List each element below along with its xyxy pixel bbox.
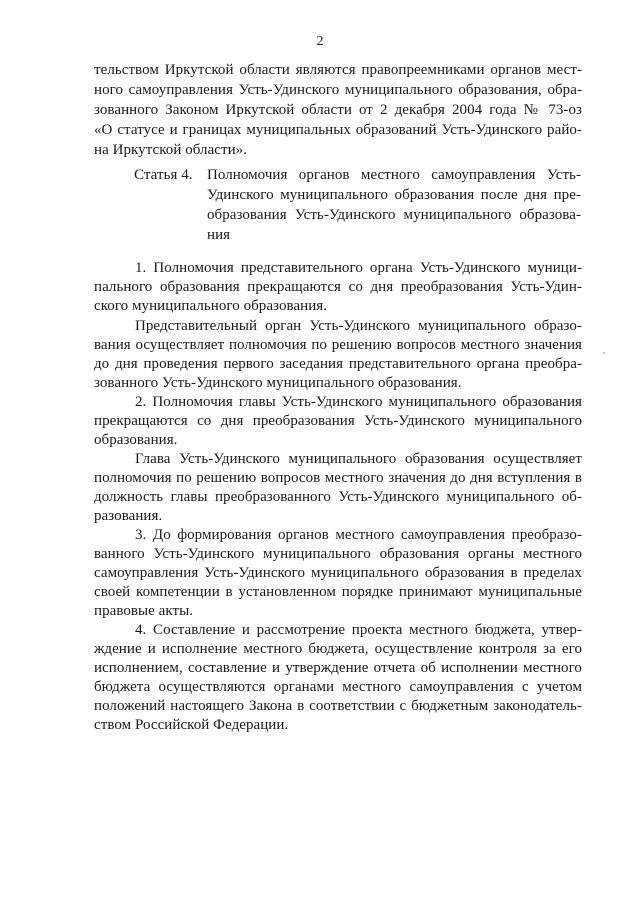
article-title-line: Удинского муниципального образования после дня пре-: [207, 187, 581, 203]
text-line: должность главы преобразованного Усть-Удинского муниципального об-: [94, 489, 582, 505]
text-line: «О статусе и границах муниципальных образований Усть-Удинского райо-: [94, 122, 582, 138]
text-line: 3. До формирования органов местного самоуправления преобразо-: [135, 527, 582, 543]
text-line: ством Российской Федерации.: [94, 717, 289, 733]
text-line: положений настоящего Закона в соответствии с бюджетным законодатель-: [94, 698, 582, 714]
text-line: ванного Усть-Удинского муниципального образования органы местного: [94, 546, 582, 562]
page-number: 2: [316, 34, 324, 49]
text-line: самоуправления Усть-Удинского муниципального образования в пределах: [94, 565, 582, 581]
text-line: образования.: [94, 432, 178, 448]
article-title-line: Полномочия органов местного самоуправления Усть-: [207, 167, 581, 183]
text-line: исполнением, составление и утверждение отчета об исполнении местного: [94, 660, 582, 676]
article-title-line: ния: [207, 227, 231, 243]
text-line: зованного Законом Иркутской области от 2 декабря 2004 года № 73-оз: [94, 102, 582, 118]
text-line: до дня проведения первого заседания представительного органа преобра-: [94, 356, 582, 372]
text-line: зованного Усть-Удинского муниципального образования.: [94, 375, 462, 391]
text-line: 1. Полномочия представительного органа Усть-Удинского муници-: [135, 260, 582, 276]
text-line: тельством Иркутской области являются правопреемниками органов мест-: [94, 62, 582, 78]
text-line: правовые акты.: [94, 603, 194, 619]
text-line: ского муниципального образования.: [94, 298, 328, 314]
text-line: полномочия по решению вопросов местного значения до дня вступления в: [94, 470, 582, 486]
article-label: Статья 4.: [134, 167, 193, 183]
text-line: бюджета осуществляются органами местного самоуправления с учетом: [94, 679, 582, 695]
text-line: Представительный орган Усть-Удинского муниципального образо-: [135, 318, 582, 334]
text-line: 4. Составление и рассмотрение проекта местного бюджета, утвер-: [135, 622, 582, 638]
text-line: ного самоуправления Усть-Удинского муниципального образования, обра-: [94, 82, 582, 98]
text-line: Глава Усть-Удинского муниципального образования осуществляет: [135, 451, 582, 467]
text-line: своей компетенции в установленном порядке принимают муниципальные: [94, 584, 582, 600]
text-line: вания осуществляет полномочия по решению вопросов местного значения: [94, 337, 582, 353]
article-title-line: образования Усть-Удинского муниципального образова-: [207, 207, 581, 223]
text-line: пального образования прекращаются со дня преобразования Усть-Удин-: [94, 279, 582, 295]
scan-speck: [603, 352, 605, 354]
text-line: 2. Полномочия главы Усть-Удинского муниципального образования: [135, 394, 582, 410]
text-line: на Иркутской области».: [94, 142, 248, 158]
text-line: разования.: [94, 508, 163, 524]
text-line: ждение и исполнение местного бюджета, осуществление контроля за его: [94, 641, 582, 657]
text-line: прекращаются со дня преобразования Усть-Удинского муниципального: [94, 413, 582, 429]
